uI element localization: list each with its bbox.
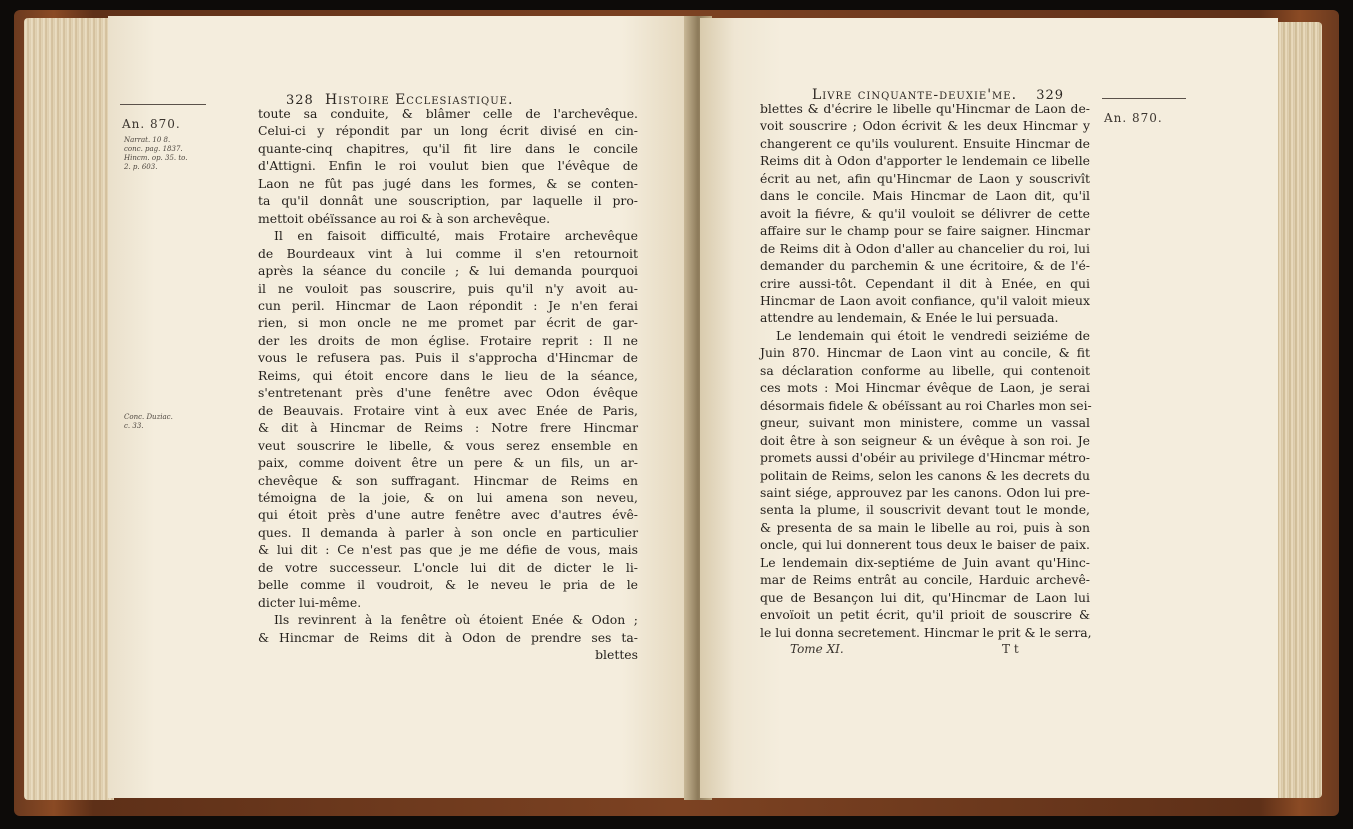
page-number: 328 bbox=[286, 93, 314, 108]
text-line: mettoit obéïssance au roi & à son archevêque. bbox=[258, 210, 551, 226]
text-line: Il en faisoit difficulté, mais Frotaire archevêque bbox=[274, 228, 638, 244]
text-line: après la séance du concile ; & lui demanda pourquoi bbox=[258, 263, 638, 279]
text-line: Hincmar de Laon avoit confiance, qu'il valoit mieux bbox=[760, 292, 1090, 308]
text-line: paix, comme doivent être un pere & un fils, un ar- bbox=[258, 455, 638, 471]
text-line: blettes & d'écrire le libelle qu'Hincmar de Laon de- bbox=[760, 101, 1090, 116]
text-line: saint siége, approuvez par les canons. Odon lui pre- bbox=[760, 484, 1090, 500]
text-line: le lui donna secretement. Hincmar le prit & le serra, bbox=[760, 624, 1092, 640]
margin-note: Narrat. 10 8. conc. pag. 1837. Hincm. op. 35. to. 2. p. 603. bbox=[124, 136, 188, 171]
left-page-text bbox=[258, 105, 638, 664]
text-line: der les droits de mon église. Frotaire reprit : Il ne bbox=[258, 332, 638, 348]
text-line: avoit la fiévre, & qu'il vouloit se délivrer de cette bbox=[760, 205, 1090, 221]
text-line: veut souscrire le libelle, & vous serez ensemble en bbox=[258, 437, 638, 453]
text-line: affaire sur le champ pour se faire saigner. Hincmar bbox=[760, 223, 1090, 239]
text-line: ces mots : Moi Hincmar évêque de Laon, je serai bbox=[760, 380, 1090, 396]
text-line: voit souscrire ; Odon écrivit & les deux Hincmar y bbox=[760, 118, 1090, 134]
margin-note: Conc. Duziac. c. 33. bbox=[124, 413, 173, 430]
text-line: demander du parchemin & une écritoire, & de l'é- bbox=[760, 258, 1090, 274]
text-line: & presenta de sa main le libelle au roi, puis à son bbox=[760, 519, 1090, 535]
text-line: s'entretenant près d'une fenêtre avec Odon évêque bbox=[258, 385, 638, 401]
text-line: mar de Reims entrât au concile, Harduic archevê- bbox=[760, 572, 1090, 588]
text-line: dicter lui-même. bbox=[258, 594, 362, 610]
text-line: doit être à son seigneur & un évêque à son roi. Je bbox=[760, 432, 1090, 448]
text-line: Le lendemain qui étoit le vendredi seiziéme de bbox=[776, 327, 1090, 343]
right-page-text bbox=[760, 100, 1090, 641]
text-line: cun peril. Hincmar de Laon répondit : Je n'en ferai bbox=[258, 297, 638, 313]
margin-rule bbox=[1102, 98, 1186, 99]
text-line: quante-cinq chapitres, qu'il fit lire dans le concile bbox=[258, 140, 638, 156]
text-line: promets aussi d'obéir au privilege d'Hincmar métro- bbox=[760, 450, 1090, 466]
text-line: & lui dit : Ce n'est pas que je me défie de vous, mais bbox=[258, 542, 638, 558]
text-line: crire aussi-tôt. Cependant il dit à Enée, en qui bbox=[760, 275, 1090, 291]
text-line: que de Besançon lui dit, qu'Hincmar de Laon lui bbox=[760, 589, 1090, 605]
text-line: de Reims dit à Odon d'aller au chancelier du roi, lui bbox=[760, 240, 1090, 256]
text-line: dans le concile. Mais Hincmar de Laon dit, qu'il bbox=[760, 188, 1090, 204]
text-line: qui étoit près d'une autre fenêtre avec d'autres évê- bbox=[258, 507, 638, 523]
text-line: changerent ce qu'ils voulurent. Ensuite Hincmar de bbox=[760, 135, 1090, 151]
text-line: de Bourdeaux vint à lui comme il s'en retournoit bbox=[258, 245, 638, 261]
left-page bbox=[108, 16, 692, 798]
text-line: ta qu'il donnât une souscription, par laquelle il pro- bbox=[258, 193, 638, 209]
text-line: senta la plume, il souscrivit devant tout le monde, bbox=[760, 502, 1090, 518]
text-line: & dit à Hincmar de Reims : Notre frere Hincmar bbox=[258, 420, 638, 436]
text-line: Ils revinrent à la fenêtre où étoient Enée & Odon ; bbox=[274, 612, 638, 628]
text-line: Le lendemain dix-septiéme de Juin avant qu'Hinc- bbox=[760, 554, 1090, 570]
text-line: blettes bbox=[595, 647, 638, 663]
text-line: désormais fidele & obéïssant au roi Charles mon sei- bbox=[760, 397, 1092, 413]
text-line: sa déclaration conforme au libelle, qui contenoit bbox=[760, 362, 1090, 378]
running-title: Histoire Ecclesiastique. bbox=[324, 92, 514, 108]
text-line: gneur, suivant mon ministere, comme un vassal bbox=[760, 415, 1090, 431]
text-line: belle comme il voudroit, & le neveu le pria de le bbox=[258, 577, 638, 593]
text-line: Juin 870. Hincmar de Laon vint au concile, & fit bbox=[760, 345, 1090, 361]
footer-signature: T t bbox=[1002, 642, 1019, 656]
text-line: de votre successeur. L'oncle lui dit de dicter le li- bbox=[258, 559, 638, 575]
text-line: & Hincmar de Reims dit à Odon de prendre ses ta- bbox=[258, 629, 638, 645]
text-line: il ne vouloit pas souscrire, puis qu'il n'y avoit au- bbox=[258, 280, 638, 296]
text-line: écrit au net, afin qu'Hincmar de Laon y souscrivît bbox=[760, 170, 1090, 186]
text-line: d'Attigni. Enfin le roi voulut bien que l'évêque de bbox=[258, 158, 638, 174]
text-line: politain de Reims, selon les canons & les decrets du bbox=[760, 467, 1090, 483]
text-line: vous le refusera pas. Puis il s'approcha d'Hincmar de bbox=[258, 350, 638, 366]
text-line: Laon ne fût pas jugé dans les formes, & se conten- bbox=[258, 175, 638, 191]
text-line: ques. Il demanda à parler à son oncle en particulier bbox=[258, 524, 638, 540]
right-page bbox=[700, 18, 1278, 798]
text-line: Reims dit à Odon d'apporter le lendemain ce libelle bbox=[760, 153, 1090, 169]
text-line: témoigna de la joie, & on lui amena son neveu, bbox=[258, 489, 638, 505]
running-title: Livre cinquante-deuxie'me. bbox=[812, 87, 1018, 103]
text-line: toute sa conduite, & blâmer celle de l'archevêque. bbox=[258, 106, 638, 121]
text-line: oncle, qui lui donnerent tous deux le baiser de paix. bbox=[760, 537, 1090, 553]
text-line: Reims, qui étoit encore dans le lieu de la séance, bbox=[258, 367, 638, 383]
page-number: 329 bbox=[1036, 88, 1065, 103]
text-line: rien, si mon oncle ne me promet par écrit de gar- bbox=[258, 315, 638, 331]
text-line: attendre au lendemain, & Enée le lui persuada. bbox=[760, 310, 1059, 326]
text-line: Celui-ci y répondit par un long écrit divisé en cin- bbox=[258, 123, 638, 139]
margin-rule bbox=[120, 104, 206, 105]
text-line: envoïoit un petit écrit, qu'il prioit de souscrire & bbox=[760, 607, 1090, 623]
year-note: An. 870. bbox=[1104, 111, 1163, 125]
page-edges-left bbox=[24, 18, 114, 800]
year-note: An. 870. bbox=[122, 117, 181, 131]
text-line: de Beauvais. Frotaire vint à eux avec Enée de Paris, bbox=[258, 402, 638, 418]
footer-volume: Tome XI. bbox=[790, 642, 844, 656]
text-line: chevêque & son suffragant. Hincmar de Reims en bbox=[258, 472, 638, 488]
